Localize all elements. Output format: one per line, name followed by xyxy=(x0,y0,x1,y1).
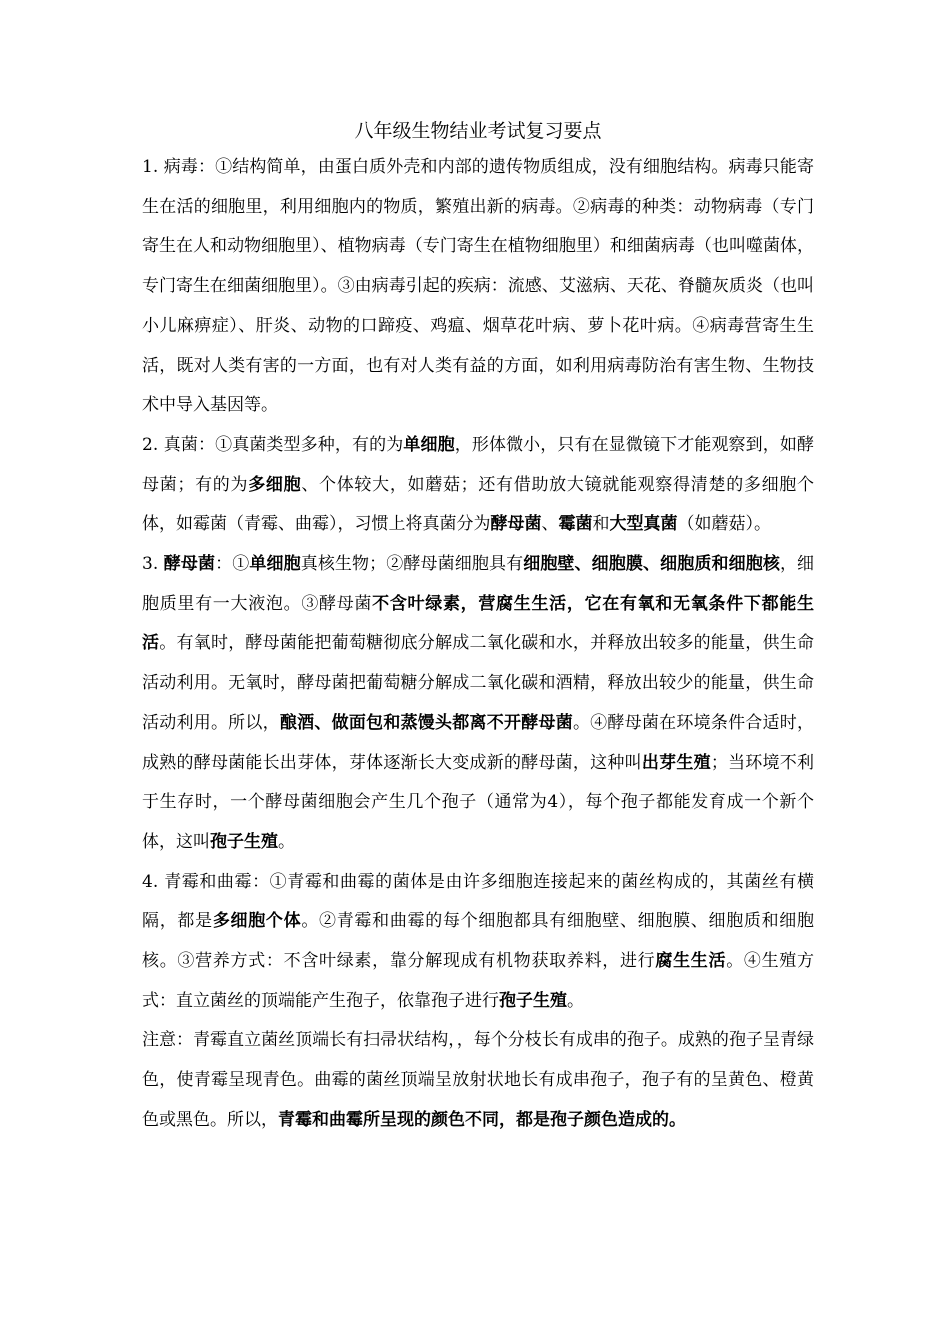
paragraph-note xyxy=(142,1021,814,1140)
bold-run: 孢子生殖 xyxy=(210,831,278,852)
text-run: ；当环境不利于生存时，一个酵母菌细胞会产生几个孢子（通常为4），每个孢子都能发育成一个新个体，这叫 xyxy=(142,752,815,852)
text-run: 。④酵母菌在环境条件合适时，成熟的酵母菌能长出芽体，芽体逐渐长大变成新的酵母菌，这种叫 xyxy=(142,712,815,773)
bold-run: 酵母菌 xyxy=(163,554,216,575)
text-run: 2. 真菌：①真菌类型多种，有的为 xyxy=(142,434,404,455)
bold-run: 单细胞 xyxy=(403,434,455,455)
bold-run: 多细胞 xyxy=(248,474,302,495)
bold-run: 多细胞个体 xyxy=(212,911,302,932)
page-title: 八年级生物结业考试复习要点 xyxy=(354,120,602,142)
bold-run: 酵母菌 xyxy=(490,514,542,535)
text-run: ，细胞质里有一大液泡。③酵母菌 xyxy=(142,554,815,614)
bold-run: 大型真菌 xyxy=(609,514,678,535)
text-run: 。②青霉和曲霉的每个细胞都具有细胞壁、细胞膜、细胞质和细胞核。③营养方式：不含叶绿素，靠分解现成有机物获取养料，进行 xyxy=(142,911,815,972)
text-run: 4. 青霉和曲霉：①青霉和曲霉的菌体是由许多细胞连接起来的菌丝构成的，其菌丝有横隔，都是 xyxy=(142,871,814,932)
paragraph-virus xyxy=(142,148,814,426)
text-run: 1. 病毒：①结构简单，由蛋白质外壳和内部的遗传物质组成，没有细胞结构。病毒只能寄生在活的细胞里，利用细胞内的物质，繁殖出新的病毒。②病毒的种类：动物病毒（专门寄生在人和动物细胞里）、植物病毒（专门寄生在植物细胞里）和细菌病毒（也叫噬菌体，专门寄生在细菌细胞里）。③由病毒引起的疾病：流感、艾滋病、天花、脊髓灰质炎（也叫小儿麻痹症）、肝炎、动物的口蹄疫、鸡瘟、烟草花叶病、萝卜花叶病。④病毒营寄生生活，既对人类有害的一方面，也有对人类有益的方面，如利用病毒防治有害生物、生物技术中导入基因等。 xyxy=(142,157,814,416)
text-run: 。有氧时，酵母菌能把葡萄糖彻底分解成二氧化碳和水，并释放出较多的能量，供生命活动利用。无氧时，酵母菌把葡萄糖分解成二氧化碳和酒精，释放出较少的能量，供生命活动利用。所以， xyxy=(142,633,815,733)
bold-run: 酿酒、做面包和蒸馒头都离不开酵母菌 xyxy=(279,712,573,733)
text-run: 、 xyxy=(541,514,559,535)
bold-run: 出芽生殖 xyxy=(641,752,711,773)
bold-run: 霉菌 xyxy=(558,514,593,535)
text-run: 和 xyxy=(592,514,610,535)
text-run: ，形体微小，只有在显微镜下才能观察到，如酵母菌；有的为 xyxy=(142,434,815,495)
bold-run: 青霉和曲霉所呈现的颜色不同，都是孢子颜色造成的。 xyxy=(278,1109,686,1130)
paragraph-molds xyxy=(142,863,814,1022)
text-run: 、个体较大，如蘑菇；还有借助放大镜就能观察得清楚的多细胞个体，如霉菌（青霉、曲霉），习惯上将真菌分为 xyxy=(142,474,815,535)
text-run: 3. xyxy=(142,554,164,575)
paragraph-yeast xyxy=(142,545,814,863)
bold-run: 细胞壁、细胞膜、细胞质和细胞核 xyxy=(523,554,780,575)
text-run: 。 xyxy=(278,831,295,852)
text-run: ：① xyxy=(215,554,250,575)
text-run: （如蘑菇）。 xyxy=(677,514,771,535)
text-run: 。④生殖方式：直立菌丝的顶端能产生孢子，依靠孢子进行 xyxy=(142,951,815,1011)
bold-run: 不含叶绿素，营腐生生活，它在有氧和无氧条件下都能生活 xyxy=(142,593,815,654)
bold-run: 腐生生活 xyxy=(655,951,727,972)
text-run: 。 xyxy=(567,990,584,1011)
bold-run: 单细胞 xyxy=(249,554,301,575)
bold-run: 孢子生殖 xyxy=(499,990,567,1011)
paragraph-fungi xyxy=(142,426,814,545)
text-run: 真核生物；②酵母菌细胞具有 xyxy=(300,554,524,575)
text-run: 注意：青霉直立菌丝顶端长有扫帚状结构，，每个分枝长有成串的孢子。成熟的孢子呈青绿色，使青霉呈现青色。曲霉的菌丝顶端呈放射状地长有成串孢子，孢子有的呈黄色、橙黄色或黑色。所以， xyxy=(142,1030,814,1130)
